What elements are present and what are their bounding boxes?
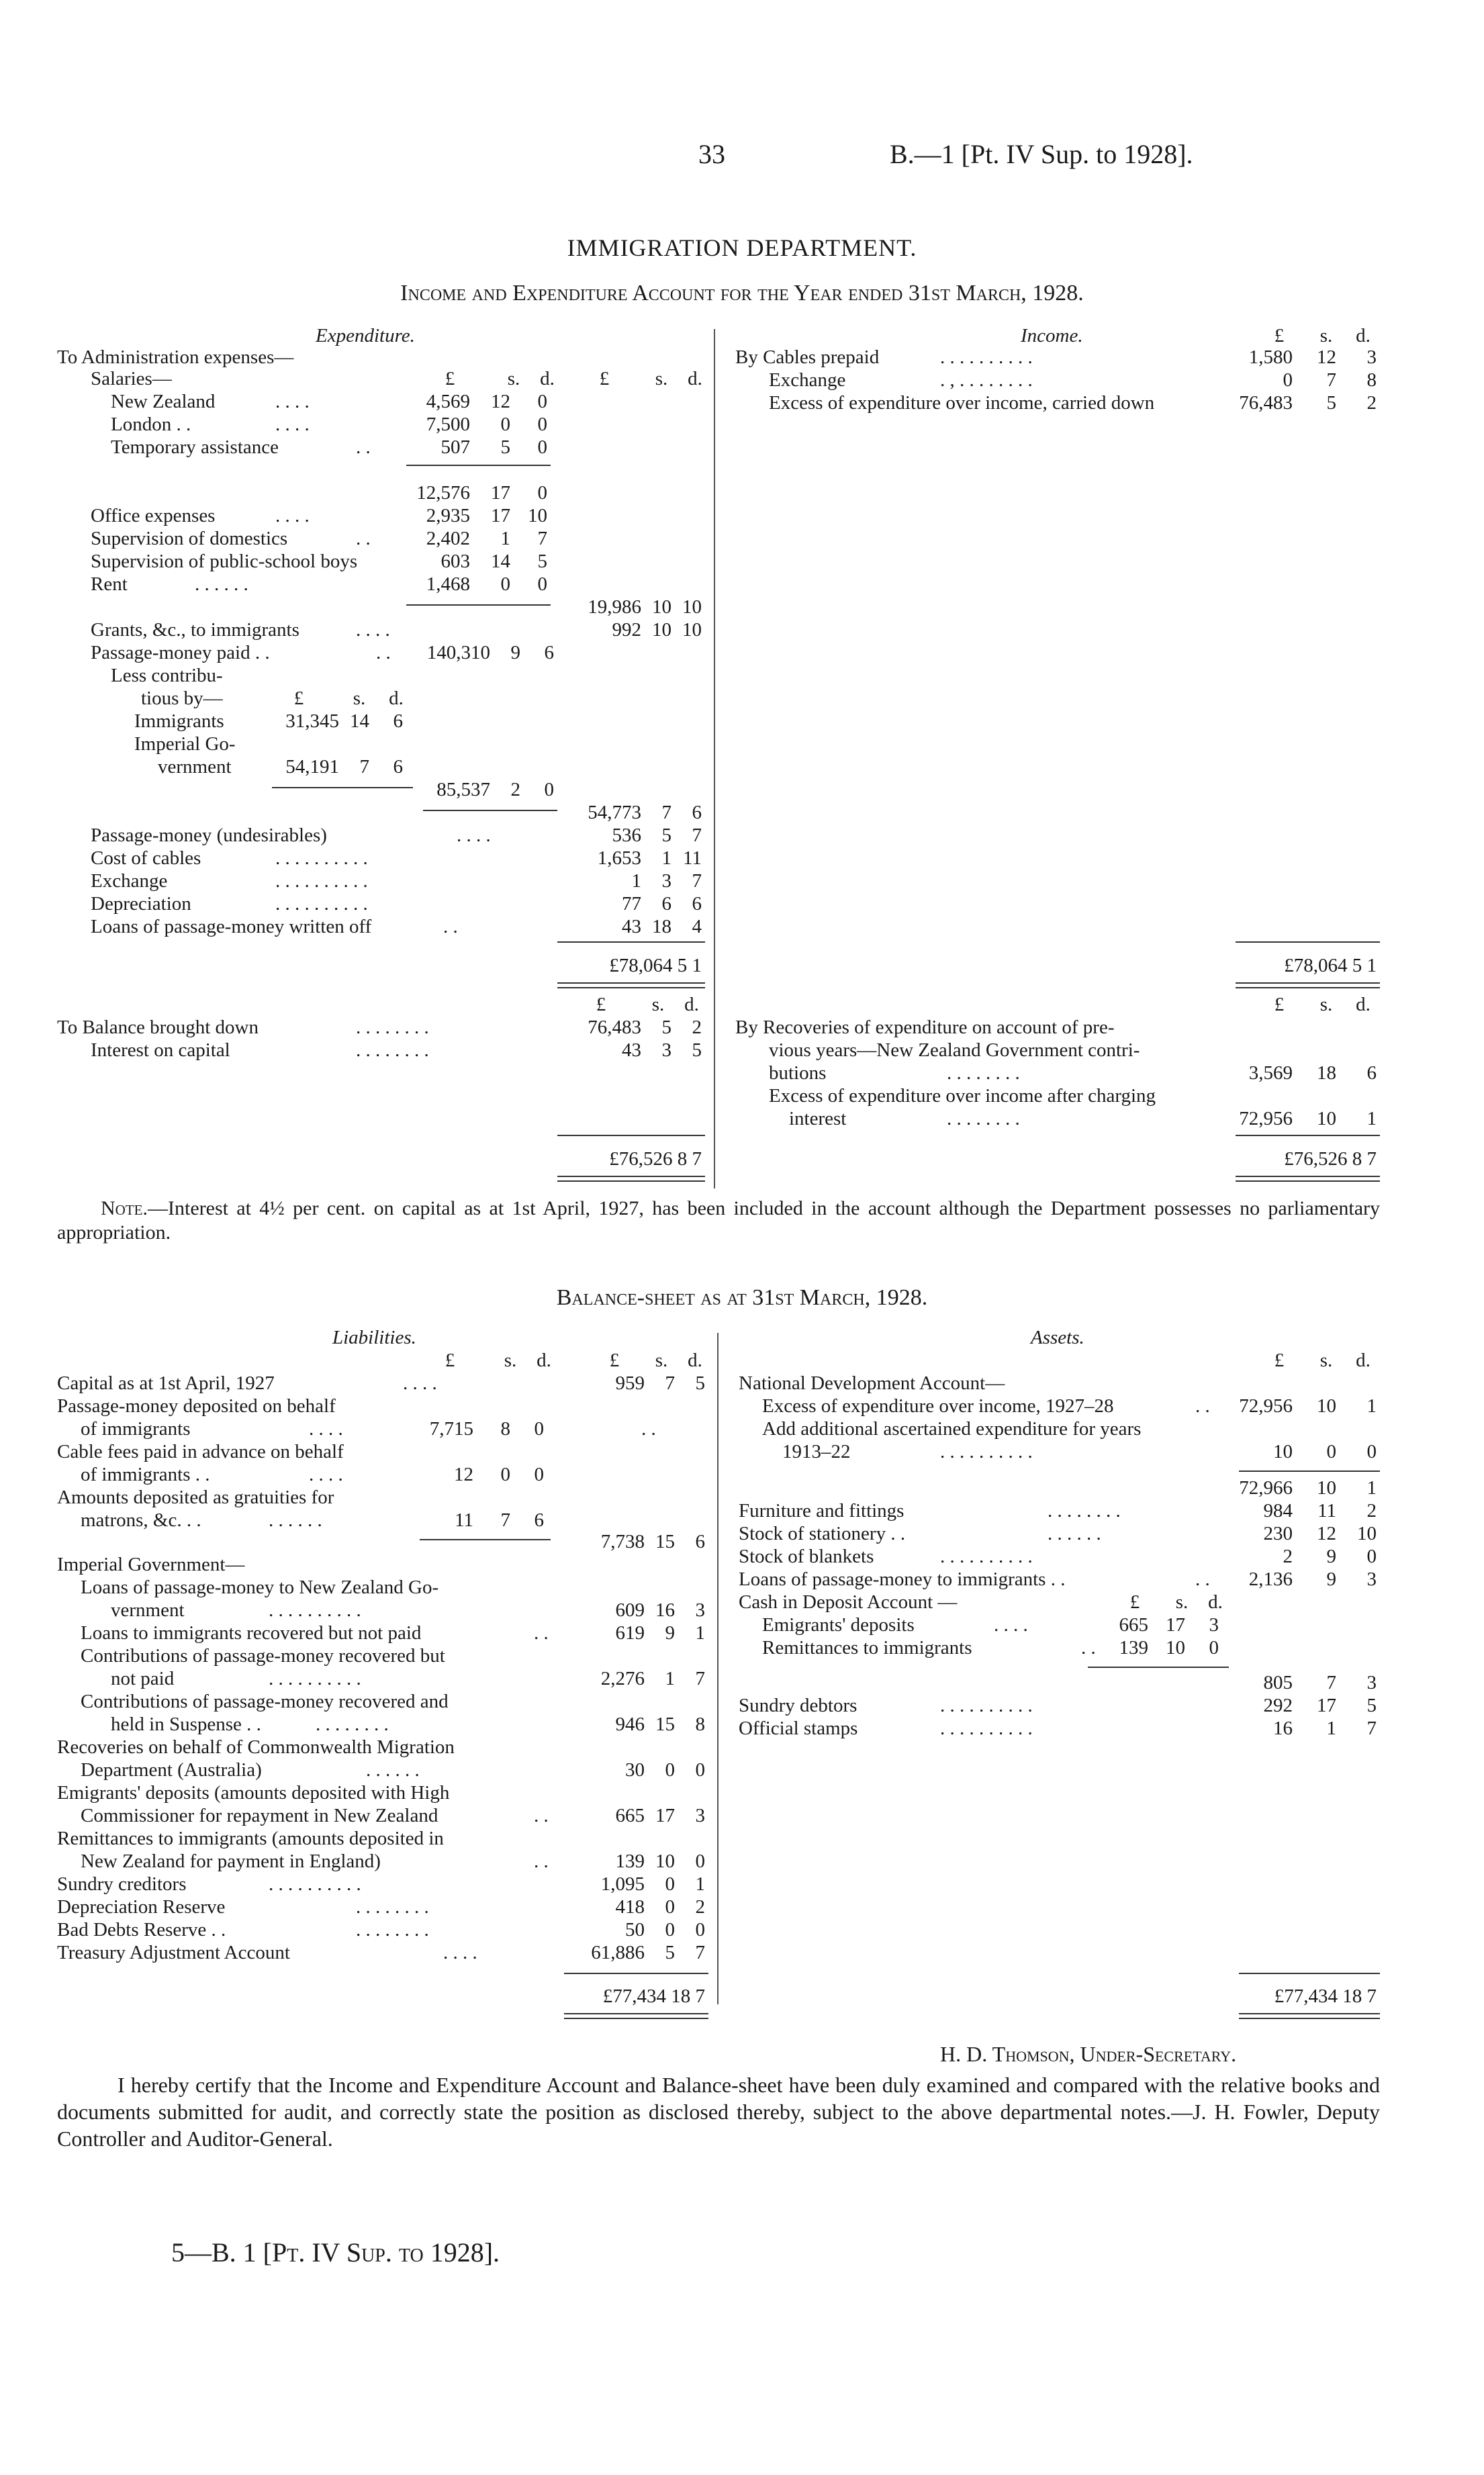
- column-divider: [714, 329, 715, 1188]
- rule: [423, 810, 557, 811]
- recoveries-total: £76,526 8 7: [1284, 1148, 1377, 1170]
- income-account-title: Income and Expenditure Account for the Year ended 31st March, 1928.: [400, 281, 1084, 306]
- rule: [420, 1539, 551, 1540]
- liab-col-pence: d.: [537, 1350, 551, 1371]
- less-contrib-label: Less contribu-: [111, 665, 223, 686]
- liability-label: Recoveries on behalf of Commonwealth Migration: [57, 1736, 455, 1758]
- cable-fees-label: Cable fees paid in advance on behalf: [57, 1441, 344, 1462]
- assets-total: £77,434 18 7: [1274, 1986, 1377, 2007]
- cash-heading: Cash in Deposit Account —: [739, 1591, 958, 1613]
- income-col-shillings: s.: [1319, 325, 1333, 346]
- rule: [272, 787, 413, 788]
- balance-col-shillings: s.: [651, 994, 665, 1015]
- double-rule: [557, 1176, 705, 1182]
- rule: [557, 1135, 705, 1136]
- income-heading: Income.: [1021, 325, 1083, 346]
- liab-col-pounds: £: [445, 1350, 455, 1371]
- asset-col-pence: d.: [1356, 1350, 1371, 1371]
- double-rule: [1239, 2013, 1380, 2019]
- signature: H. D. Thomson, Under-Secretary.: [940, 2042, 1237, 2066]
- liability-label: Emigrants' deposits (amounts deposited with High: [57, 1782, 450, 1804]
- recoveries-col-shillings: s.: [1319, 994, 1333, 1015]
- imperial-item-label: Contributions of passage-money recovered but: [81, 1645, 445, 1667]
- exp-col-pence-2: d.: [688, 368, 702, 389]
- admin-expenses-label: To Administration expenses—: [57, 346, 294, 368]
- note-text: —Interest at 4½ per cent. on capital as at 1st April, 1927, has been included in the account although the Department possesses no parliamentary appropriation.: [57, 1197, 1380, 1244]
- balance-col-pence: d.: [684, 994, 699, 1015]
- rule: [406, 604, 551, 606]
- rule: [406, 465, 551, 466]
- balance-sheet-title: Balance-sheet as at 31st March, 1928.: [556, 1285, 928, 1310]
- recoveries-col-pounds: £: [1274, 994, 1285, 1015]
- certification: I hereby certify that the Income and Expenditure Account and Balance-sheet have been duly examined and compared with the relative books and documents submitted for audit, and correctly state the position as disclosed thereby, subject to the above departmental notes.—J. H. Fowler, Deputy Controller and Auditor-General.: [57, 2073, 1380, 2151]
- add-additional-label: Add additional ascertained expenditure for years: [762, 1418, 1142, 1440]
- liab-col-shillings-2: s.: [655, 1350, 668, 1371]
- assets-heading: Assets.: [1031, 1327, 1084, 1348]
- footer-reference: 5—B. 1 [Pt. IV Sup. to 1928].: [171, 2237, 500, 2268]
- department-title: IMMIGRATION DEPARTMENT.: [567, 234, 917, 261]
- asset-col-shillings: s.: [1319, 1350, 1333, 1371]
- recoveries-col-pence: d.: [1356, 994, 1371, 1015]
- double-rule: [564, 2013, 708, 2019]
- page-number: 33: [698, 139, 725, 169]
- liability-label: Remittances to immigrants (amounts deposited in: [57, 1828, 444, 1849]
- rule: [1239, 1470, 1380, 1472]
- double-rule: [1236, 1176, 1380, 1182]
- cash-col-pence: d.: [1208, 1591, 1223, 1613]
- recoveries-label: By Recoveries of expenditure on account of pre-: [735, 1017, 1115, 1038]
- imperial-item-label: Loans of passage-money to New Zealand Go-: [81, 1577, 439, 1598]
- recoveries-label: vious years—New Zealand Government contri-: [769, 1039, 1140, 1061]
- cash-col-pounds: £: [1129, 1591, 1140, 1613]
- note: [57, 1197, 1380, 1245]
- imperial-heading: Imperial Government—: [57, 1554, 245, 1575]
- sub-col-shillings: s.: [353, 688, 366, 709]
- expenditure-total: £78,064 5 1: [609, 955, 702, 976]
- rule: [1236, 1135, 1380, 1136]
- balance-col-pounds: £: [596, 994, 606, 1015]
- exp-col-pounds: £: [445, 368, 455, 389]
- sub-col-pounds: £: [293, 688, 304, 709]
- liab-col-shillings: s.: [504, 1350, 517, 1371]
- exp-col-shillings: s.: [507, 368, 520, 389]
- liab-col-pence-2: d.: [688, 1350, 702, 1371]
- rule: [557, 941, 705, 943]
- rule: [1088, 1667, 1229, 1668]
- exp-col-pounds-2: £: [599, 368, 610, 389]
- liabilities-heading: Liabilities.: [332, 1327, 416, 1348]
- excess-label: Excess of expenditure over income after charging: [769, 1085, 1156, 1107]
- note-label: Note.: [101, 1197, 148, 1219]
- national-dev-heading: National Development Account—: [739, 1372, 1005, 1394]
- liab-col-pounds-2: £: [609, 1350, 620, 1371]
- column-divider: [717, 1333, 718, 2004]
- sub-col-pence: d.: [389, 688, 404, 709]
- passage-deposited-label: Passage-money deposited on behalf: [57, 1395, 336, 1417]
- exp-col-pence: d.: [540, 368, 555, 389]
- liabilities-total: £77,434 18 7: [602, 1986, 705, 2007]
- balance-total: £76,526 8 7: [609, 1148, 702, 1170]
- cash-col-shillings: s.: [1175, 1591, 1189, 1613]
- rule: [1236, 941, 1380, 943]
- imperial-label: Imperial Go-: [134, 733, 236, 755]
- imperial-item-label: Contributions of passage-money recovered and: [81, 1691, 449, 1712]
- rule: [1239, 1973, 1380, 1974]
- document-reference: B.—1 [Pt. IV Sup. to 1928].: [890, 139, 1193, 169]
- gratuities-label: Amounts deposited as gratuities for: [57, 1487, 334, 1508]
- rule: [564, 1973, 708, 1974]
- double-rule: [1236, 982, 1380, 988]
- double-rule: [557, 982, 705, 988]
- less-contrib-label: tious by—: [141, 688, 223, 709]
- salaries-label: Salaries—: [91, 368, 172, 389]
- income-col-pence: d.: [1356, 325, 1371, 346]
- asset-col-pounds: £: [1274, 1350, 1285, 1371]
- expenditure-heading: Expenditure.: [316, 325, 415, 346]
- exp-col-shillings-2: s.: [655, 368, 668, 389]
- income-col-pounds: £: [1274, 325, 1285, 346]
- income-total: £78,064 5 1: [1284, 955, 1377, 976]
